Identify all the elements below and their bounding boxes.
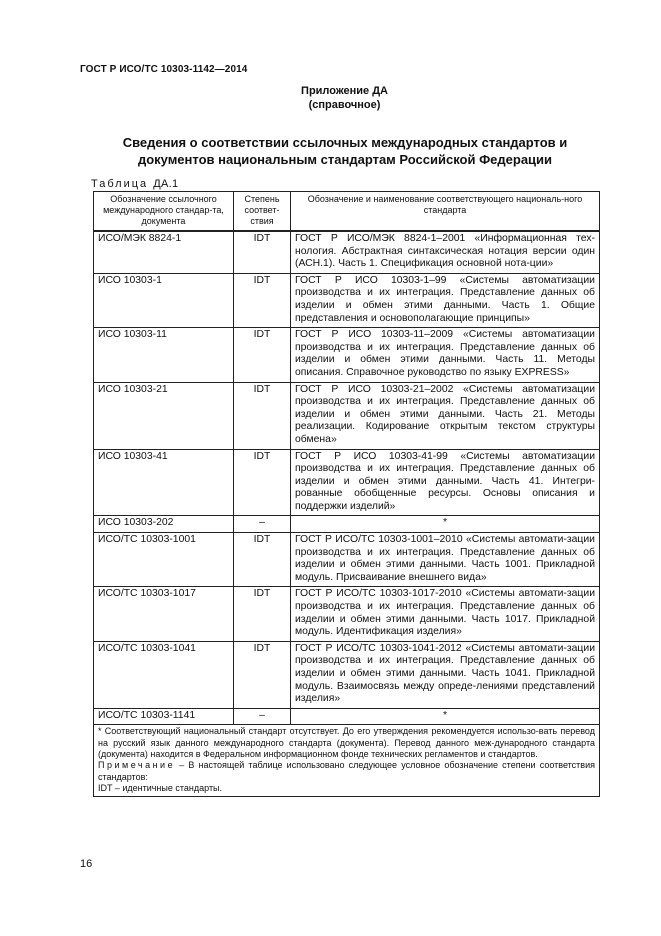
header-national-standard: Обозначение и наименование соответствующего националь-ного стандарта [291,192,600,232]
cell-degree: IDT [234,587,291,641]
cell-national: ГОСТ Р ИСО/ТС 10303-1041-2012 «Системы автомати-зации производства и их интеграция. Представление данных об изделии и обмен этими данными. Часть 1041. Прикладной модуль. Взаимосвязь между опреде-лениями представлений изделия» [291,641,600,708]
section-title-line-2: документов национальным стандартам Российской Федерации [137,152,553,167]
table-row [94,328,600,382]
cell-reference: ИСО 10303-11 [94,328,234,382]
page-number: 16 [80,858,93,870]
cell-degree: IDT [234,382,291,449]
cell-national: ГОСТ Р ИСО 10303-41-99 «Системы автоматизации производства и их интеграция. Представление данных об изделии и обмен этими данными. Часть 41. Интегри-рованные обобщенные ресурсы. Основы описания и поддержки изделий» [291,449,600,516]
table-row [94,533,600,587]
cell-reference: ИСО 10303-41 [94,449,234,516]
appendix-title: Приложение ДА [301,85,388,97]
table-row [94,382,600,449]
table-footnote-row [94,725,600,797]
table-footnote [94,725,600,797]
table-header-row [94,192,600,232]
cell-national: ГОСТ Р ИСО 10303-21–2002 «Системы автоматизации производства и их интеграция. Представление данных об изделии и обмен этими данными. Часть 21. Методы реализации. Кодирование открытым текстом структуры обмена» [291,382,600,449]
cell-national: * [291,516,600,533]
table-row [94,641,600,708]
cell-national: ГОСТ Р ИСО 10303-1–99 «Системы автоматизации производства и их интеграция. Представление данных об изделии и обмен этими данными. Часть 1. Общие представления и основополагающие принципы» [291,273,600,327]
cell-national: ГОСТ Р ИСО/ТС 10303-1017-2010 «Системы автомати-зации производства и их интеграция. Представление данных об изделии и обмен этими данными. Часть 1017. Прикладной модуль. Идентификация изделия» [291,587,600,641]
appendix-heading [0,84,661,112]
table-caption-word: Таблица [91,178,149,190]
cell-degree: IDT [234,231,291,273]
header-reference-standard: Обозначение ссылочного международного стандар-та, документа [94,192,234,232]
table-row [94,587,600,641]
cell-degree: IDT [234,533,291,587]
footnote-note [98,760,595,783]
cell-reference: ИСО/ТС 10303-1141 [94,708,234,725]
cell-reference: ИСО/ТС 10303-1017 [94,587,234,641]
section-title [90,134,600,168]
cell-degree: IDT [234,641,291,708]
note-text: – В настоящей таблице использовано следующее условное обозначение степени соответствия стандартов: [98,760,595,782]
footnote-missing-standard: * Соответствующий национальный стандарт отсутствует. До его утверждения рекомендуется использо-вать перевод на русский язык данного международного стандарта (документа). Перевод данного меж-дународного стандарта (документа) находится в Федеральном информационном фонде технических регламентов и стандартов. [98,726,595,759]
cell-degree: IDT [234,273,291,327]
table-row [94,273,600,327]
cell-degree: – [234,516,291,533]
cell-degree: IDT [234,449,291,516]
cell-degree: IDT [234,328,291,382]
cell-national: ГОСТ Р ИСО 10303-11–2009 «Системы автоматизации производства и их интеграция. Представление данных об изделии и обмен этими данными. Часть 11. Методы описания. Справочное руководство по языку EXPRESS» [291,328,600,382]
cell-reference: ИСО 10303-202 [94,516,234,533]
cell-national: * [291,708,600,725]
table-caption-number: ДА.1 [153,178,179,190]
cell-reference: ИСО/МЭК 8824-1 [94,231,234,273]
cell-reference: ИСО 10303-1 [94,273,234,327]
table-row [94,449,600,516]
note-label: Примечание [98,760,176,771]
appendix-subtitle: (справочное) [308,99,381,111]
section-title-line-1: Сведения о соответствии ссылочных международных стандартов и [122,135,568,150]
cell-national: ГОСТ Р ИСО/ТС 10303-1001–2010 «Системы автомати-зации производства и их интеграция. Представление данных об изделии и обмен этими данными. Часть 1001. Прикладной модуль. Присваивание внешнего вида» [291,533,600,587]
table-row [94,516,600,533]
table-row [94,708,600,725]
cell-national: ГОСТ Р ИСО/МЭК 8824-1–2001 «Информационная тех-нология. Абстрактная синтаксическая нотация версии один (АСН.1). Часть 1. Спецификация основной нота-ции» [291,231,600,273]
cell-degree: – [234,708,291,725]
cell-reference: ИСО/ТС 10303-1041 [94,641,234,708]
correspondence-table [93,191,600,797]
cell-reference: ИСО 10303-21 [94,382,234,449]
cell-reference: ИСО/ТС 10303-1001 [94,533,234,587]
footnote-idt-definition: IDT – идентичные стандарты. [98,782,223,793]
header-degree-of-correspondence: Степень соответ-ствия [234,192,291,232]
table-caption [91,178,178,190]
document-code-header: ГОСТ Р ИСО/ТС 10303-1142—2014 [80,64,248,75]
table-row [94,231,600,273]
